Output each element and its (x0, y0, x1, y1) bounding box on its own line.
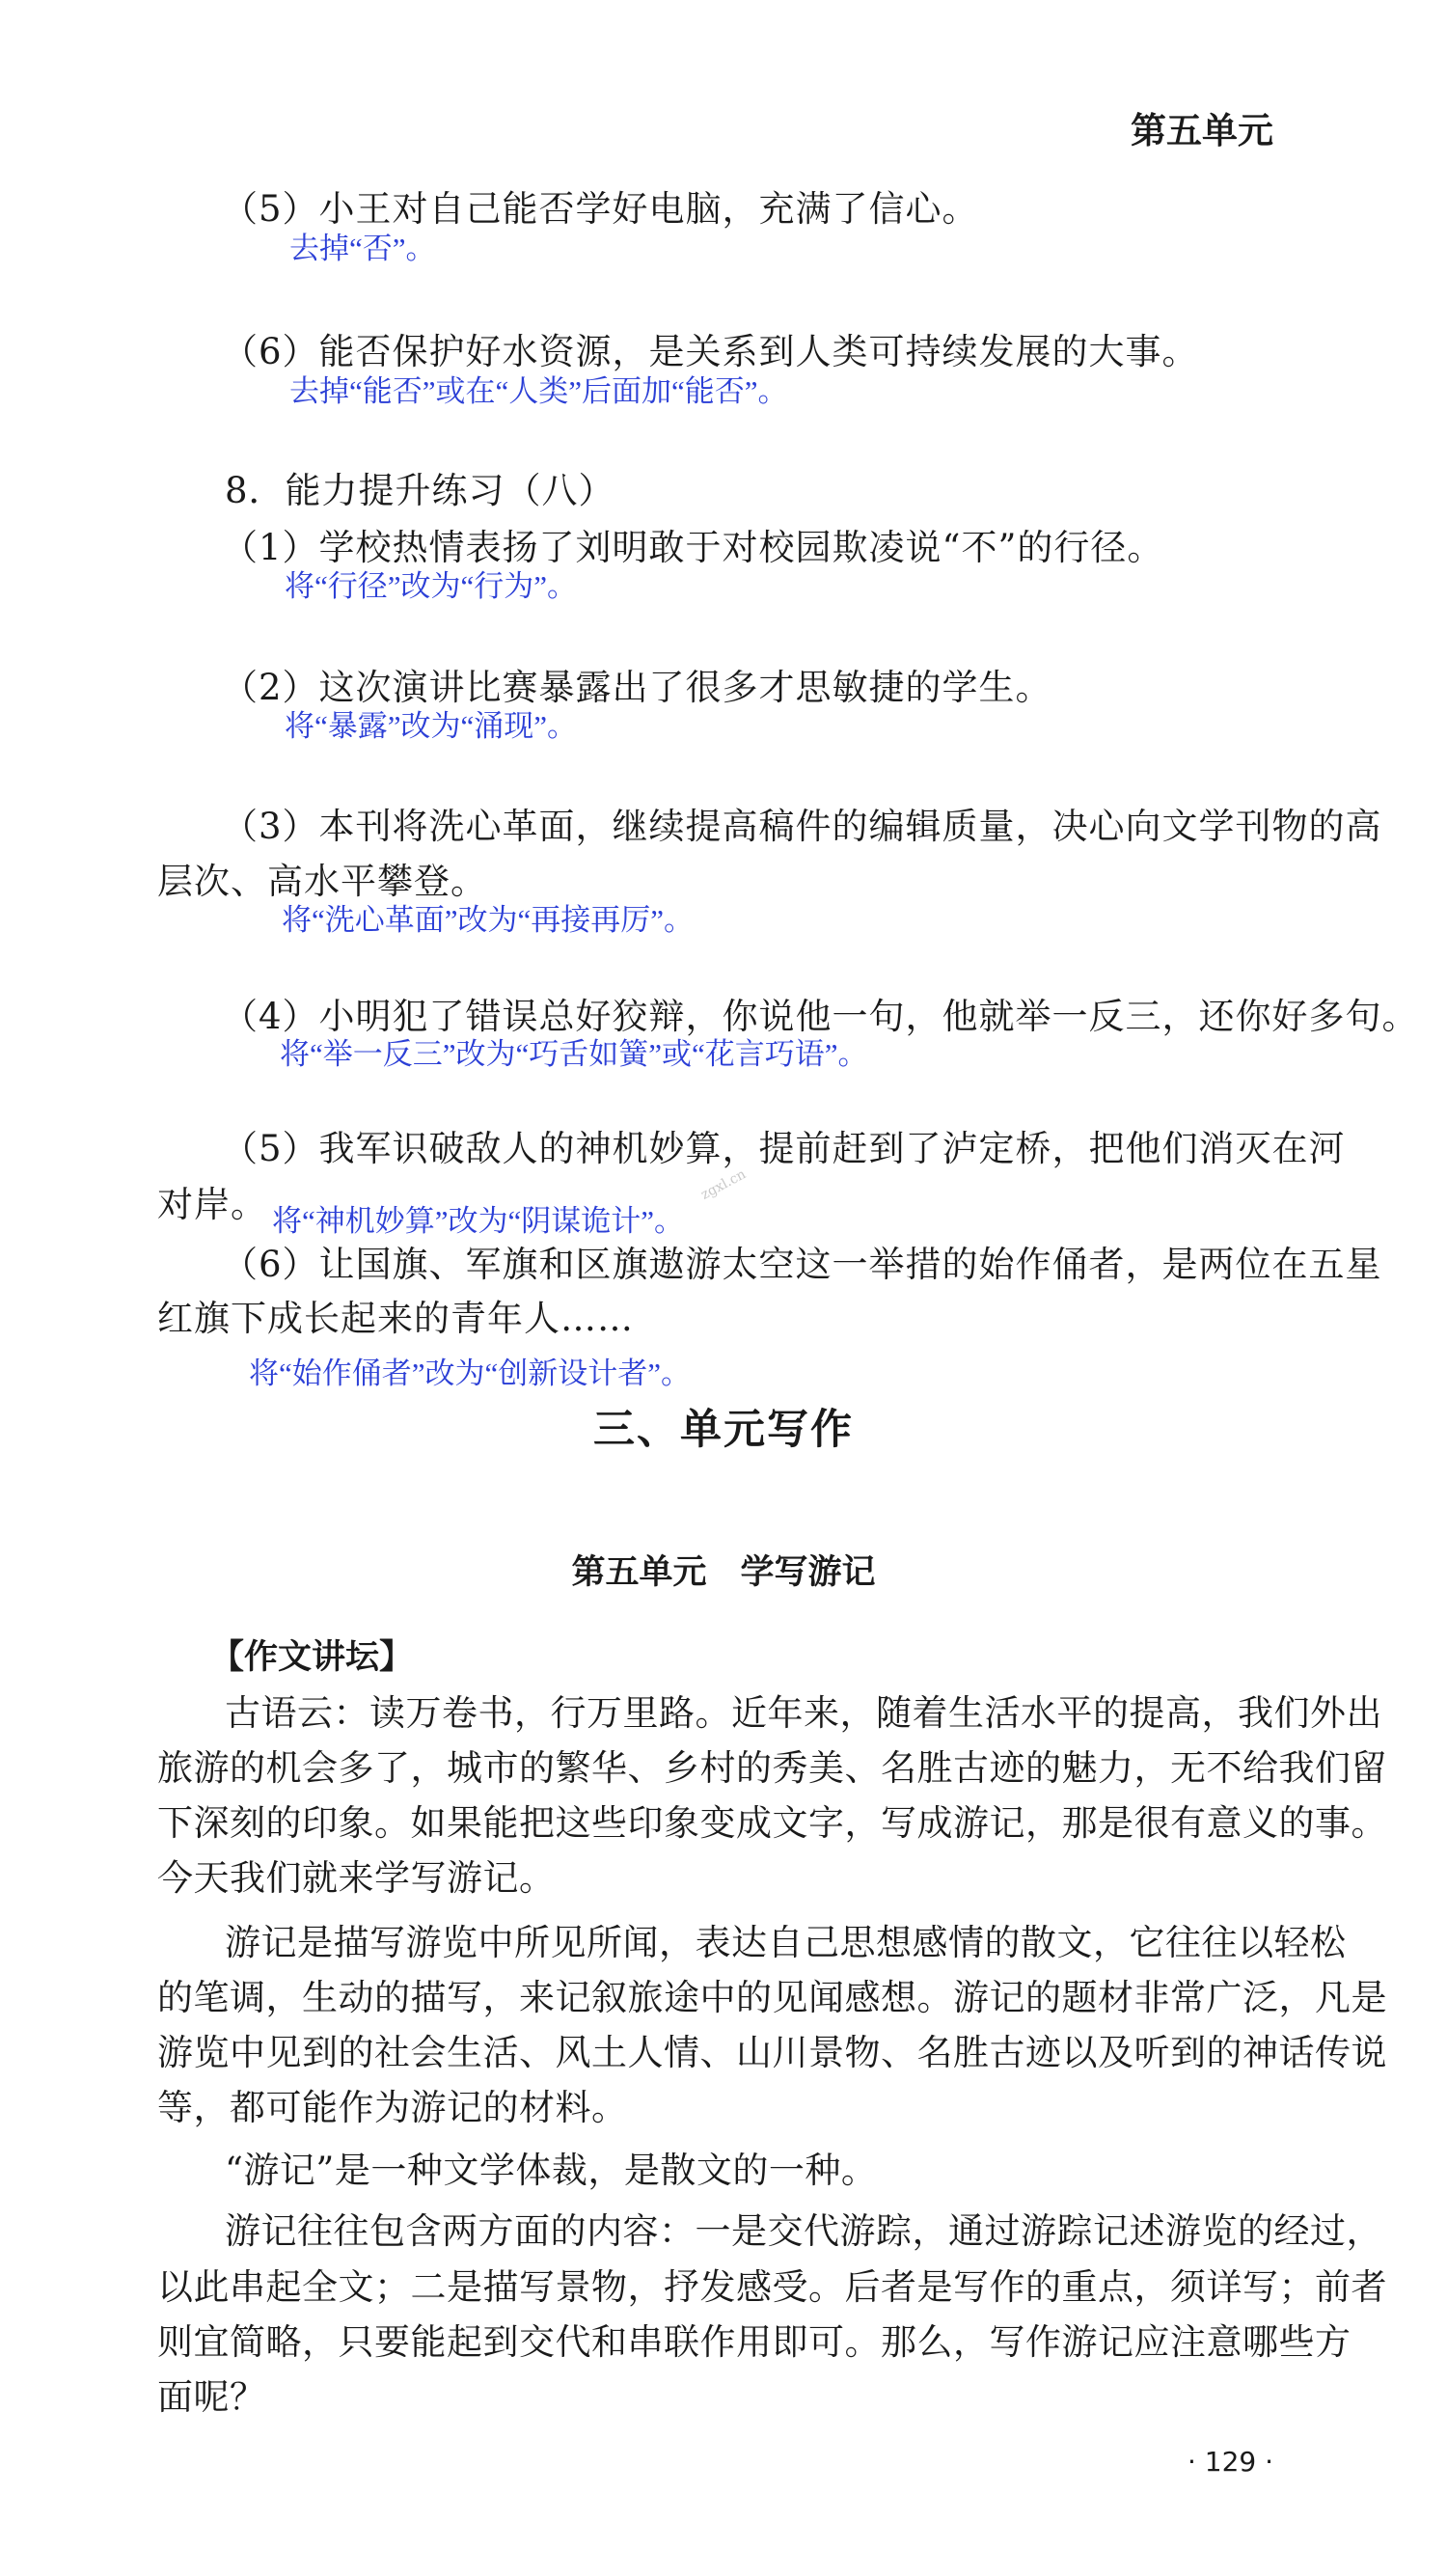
ex8-question-2: （2）这次演讲比赛暴露出了很多才思敏捷的学生。 (222, 667, 1052, 708)
question-5-top: （5）小王对自己能否学好电脑，充满了信心。 (222, 188, 979, 230)
para-1-line-3: 下深刻的印象。如果能把这些印象变成文字，写成游记，那是很有意义的事。 (157, 1802, 1387, 1844)
para-4-line-2: 以此串起全文；二是描写景物，抒发感受。后者是写作的重点，须详写；前者 (157, 2266, 1387, 2308)
para-1-line-4: 今天我们就来学写游记。 (157, 1857, 556, 1899)
para-1-line-1: 古语云：读万卷书，行万里路。近年来，随着生活水平的提高，我们外出 (225, 1692, 1382, 1734)
para-3-line-1: “游记”是一种文学体裁，是散文的一种。 (225, 2150, 878, 2191)
ex8-answer-2: 将“暴露”改为“涌现”。 (285, 709, 578, 743)
ex8-question-3-line2: 层次、高水平攀登。 (157, 861, 487, 902)
para-2-line-2: 的笔调，生动的描写，来记叙旅途中的见闻感想。游记的题材非常广泛，凡是 (157, 1977, 1387, 2018)
ex8-answer-6: 将“始作俑者”改为“创新设计者”。 (249, 1357, 692, 1390)
page-number: · 129 · (1187, 2446, 1273, 2478)
para-2-line-3: 游览中见到的社会生活、风土人情、山川景物、名胜古迹以及听到的神话传说 (157, 2032, 1387, 2073)
answer-5-top: 去掉“否”。 (289, 232, 436, 265)
ex8-answer-4: 将“举一反三”改为“巧舌如簧”或“花言巧语”。 (280, 1037, 868, 1071)
essay-forum-label: 【作文讲坛】 (210, 1638, 414, 1677)
para-4-line-4: 面呢？ (157, 2376, 266, 2418)
ex8-question-4: （4）小明犯了错误总好狡辩，你说他一句，他就举一反三，还你好多句。 (222, 996, 1419, 1037)
ex8-answer-3: 将“洗心革面”改为“再接再厉”。 (282, 903, 695, 937)
unit-header: 第五单元 (1131, 110, 1273, 151)
question-6-top: （6）能否保护好水资源，是关系到人类可持续发展的大事。 (222, 331, 1199, 372)
ex8-question-3-line1: （3）本刊将洗心革面，继续提高稿件的编辑质量，决心向文学刊物的高 (222, 806, 1382, 847)
ex8-answer-5: 将“神机妙算”改为“阴谋诡计”。 (272, 1204, 685, 1238)
ex8-question-5-line1: （5）我军识破敌人的神机妙算，提前赶到了泸定桥，把他们消灭在河 (222, 1128, 1346, 1169)
ex8-question-6-line2: 红旗下成长起来的青年人…… (157, 1298, 634, 1339)
para-1-line-2: 旅游的机会多了，城市的繁华、乡村的秀美、名胜古迹的魅力，无不给我们留 (157, 1747, 1387, 1789)
para-2-line-4: 等，都可能作为游记的材料。 (157, 2087, 628, 2128)
answer-6-top: 去掉“能否”或在“人类”后面加“能否”。 (289, 374, 788, 408)
section-subtitle: 第五单元 学写游记 (571, 1553, 876, 1592)
para-2-line-1: 游记是描写游览中所见所闻，表达自己思想感情的散文，它往往以轻松 (225, 1922, 1347, 1963)
para-4-line-1: 游记往往包含两方面的内容：一是交代游踪，通过游踪记述游览的经过， (225, 2210, 1382, 2252)
ex8-question-5-line2: 对岸。 (157, 1184, 267, 1225)
ex8-answer-1: 将“行径”改为“行为”。 (285, 569, 578, 603)
section-title: 三、单元写作 (593, 1406, 854, 1454)
watermark: zgxl.cn (698, 1166, 749, 1203)
ex8-question-1: （1）学校热情表扬了刘明敢于对校园欺凌说“不”的行径。 (222, 527, 1164, 568)
ex8-question-6-line1: （6）让国旗、军旗和区旗遨游太空这一举措的始作俑者，是两位在五星 (222, 1244, 1382, 1285)
para-4-line-3: 则宜简略，只要能起到交代和串联作用即可。那么，写作游记应注意哪些方 (157, 2321, 1351, 2363)
exercise-title: 8．能力提升练习（八） (225, 470, 615, 511)
